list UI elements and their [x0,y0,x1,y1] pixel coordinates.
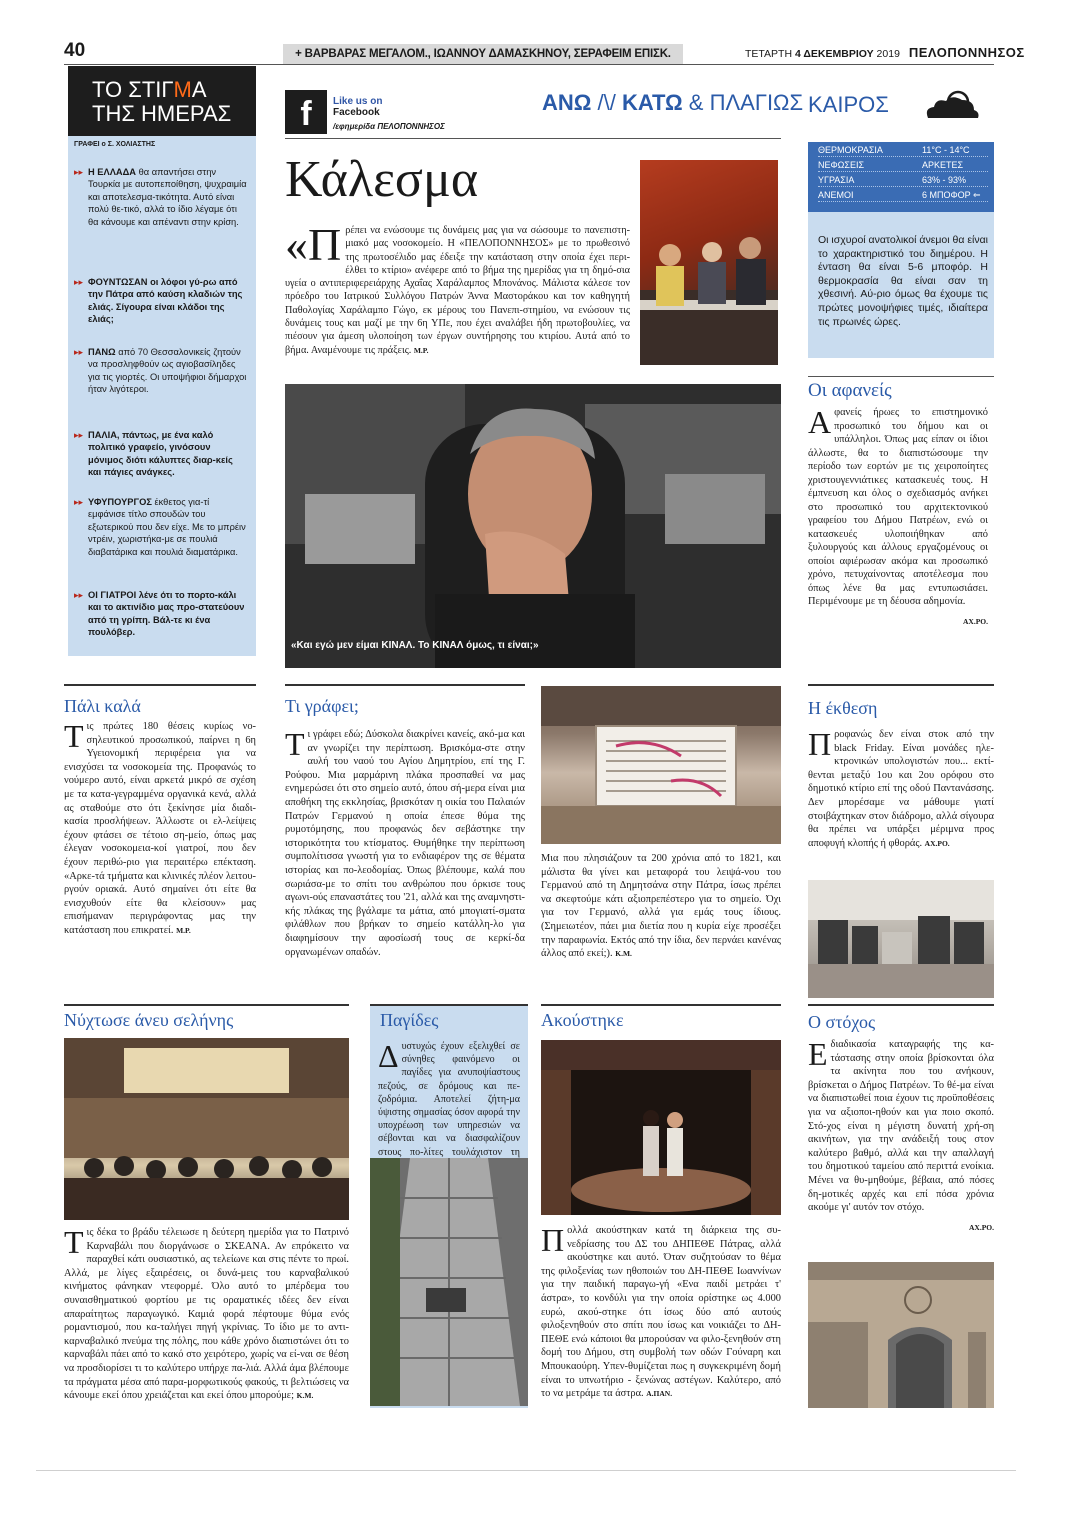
portrait-photo-art [285,384,781,668]
meeting-hall-photo [64,1038,349,1220]
weather-row: ΝΕΦΩΣΕΙΣ ΑΡΚΕΤΕΣ [818,159,988,172]
section-title-ano-kato: ΑΝΩ /\/ ΚΑΤΩ & ΠΛΑΓΙΩΣ [542,90,804,115]
dropcap: Ε [808,1036,828,1072]
hall-photo-art [64,1038,349,1220]
nyxtose-title: Νύχτωσε άνευ σελήνης [64,1010,234,1030]
sidebar-item: ▸▸ ΠΑΛΙΑ, πάντως, με ένα καλό πολιτικό γραφείο, γινόσουν μόνιμος διότι κάλυπτες διαρ-κείς και πάγιες ανάγκες. [74,430,233,478]
sidebar-item: ▸▸ ΟΙ ΓΙΑΤΡΟΙ λένε ότι το πορτο-κάλι και το ακτινίδιο μας προ-στατεύουν από τη γρίπη. Βάλ-τε κι ένα πουλόβερ. [74,590,245,638]
sidebar-byline: ΓΡΑΦΕΙ ο Σ. ΧΟΛΙΑΣΤΗΣ [74,141,156,148]
ekthesi-body: Προφανώς δεν είναι στοκ από την black Friday. Είναι μονάδες ηλε-κτρονικών υπολογιστών που... εκτί-θενται μεταξύ 1ου και 2ου ορόφου στο δημοτικό κτίριο επί της οδού Παντανάσσης. Δεν μπορέσαμε να μάθουμε γιατί στοιβάχτηκαν στον διάδρομο, αλλά σίγουρα θα πρέπει να υπάρξει μέριμνα προς αποφυγή κλοπής ή φθοράς. ΑΧ.ΡΟ. [808,726,994,849]
pali-kala-body: Τις πρώτες 180 θέσεις κυρίως νο-σηλευτικού προσωπικού, παίρνει η 6η Υγειονομική περιφέρεια για να ενισχύσει τα νοσοκομεία της. Προφανώς το νούμερο αυτό, είναι αρκετά μικρό σε σχέση με τα κατα-γεγραμμένα οργανικά κενά, αλλά ας σταθούμε στο ότι ξεκίνησε μία διαδι-κασία προσλήψεων. Άλλωστε οι ελ-λείψεις έχουν φτάσει σε τέτοιο ση-μείο, όπως μας έλεγαν νοσοκομεια-κοί γιατροί, που δεν έχουν περιθώ-ριο για περαιτέρω επέκταση. «Αρκε-τά τμήματα και κλινικές πλέον λειτου-ργούν οριακά. Αυτό σημαίνει ότι είτε θα ενισχυθούν είτε θα κλείσουν» μας επισήμαναν περιγράφοντας μας την κατάσταση που επικρατεί. Μ.Ρ. [64,718,256,936]
stacked-computers-photo [808,880,994,998]
ekthesi-title: Η έκθεση [808,698,878,718]
ti-grafei-title: Τι γράφει; [285,696,359,716]
cloud-icon [920,88,982,122]
facebook-handle: /εφημερίδα ΠΕΛΟΠΟΝΝΗΣΟΣ [333,122,445,131]
arrow-icon: ▸▸ [74,497,84,507]
pagides-title: Παγίδες [380,1010,439,1030]
stigma-title: ΤΟ ΣΤΙΓΜΑ ΤΗΣ ΗΜΕΡΑΣ [92,77,232,126]
arrow-icon: ▸▸ [74,277,84,287]
ti-grafei-body: Τι γράφει εδώ; Δύσκολα διακρίνει κανείς, ακό-μα και αν γνωρίζει την περίπτωση. Βρισκόμα-στε στην αυλή του ναού του Αγίου Δημητρίου, επί της Γ. Ρούφου. Μια μαρμάρινη πλάκα προσπαθεί να μας ενημερώσει ότι στο σημείο αυτό, όπου σή-μερα είναι μια αποθήκη της εκκλησίας, βρισκόταν η οικία του Παλαιών Πατρών Γερμανού η οποία έπεσε θύμα της ρυμοτόμησης, που προφανώς δεν σεβάστηκε την ιστορικότητα του κτίσματος. Θυμήθηκε την περίπτωση συμπολίτισσα γνωστή για το ενδιαφέρον της σε θέματα ιστορίας και πο-λεοδομίας. Όπως βλέπουμε, καλά που σωριάσα-με το σπίτι του ανθρώπου που όρκισε τους αγωνι-ούς επαναστάτες του '21, αλλά και της αναμνηστι-κής πλάκας της βγάλαμε τα μάτια, από μπογιατί-σματα φιλάθλων που βρήκαν το σημείο κατάλλη-λο για διαφημίσουν την αφοσίωσή τους σε κερκί-δα οργανωμένων οπαδών. [285,726,525,958]
theatre-stage-photo [541,1040,781,1215]
header-rule [64,64,994,65]
divider [808,684,994,686]
pali-kala-title: Πάλι καλά [64,696,141,716]
signature: ΑΧ.ΡΟ. [924,838,950,848]
sidebar-item: ▸▸ Η ΕΛΛΑΔΑ θα απαντήσει στην Τουρκία με αυτοπεποίθηση, ψυχραιμία και αποτελεσμα-τικότητα. Αυτό είναι πολύ θε-τικό, αλλά το ίδιο λέγαμε ότι θα κάνουμε και απέναντι στην κρίση. [74,167,247,227]
plaque-caption: Μια που πλησιάζουν τα 200 χρόνια από το 1821, και μάλιστα θα γίνει και μεταφορά του λειψά-νου του Γερμανού από τη Δημητσάνα στην Πάτρα, ίσως πρέπει να σκεφτούμε κάτι αξιοπρεπέστερο για το σημείο. Όχι για τον Γερμανό, αλλά για εμάς τους ίδιους. (Σημειωτέον, πάει μια διετία που η κυρία είχε προσέξει την παραφωνία. Εκτός από την ίδια, δεν περνάει κανένας άλλος από εκεί;). Κ.Μ. [541,853,781,960]
arrow-icon: ▸▸ [74,347,84,357]
divider [285,138,781,139]
neoclassical-building-photo [808,1262,994,1408]
sidebar-item: ▸▸ ΥΦΥΠΟΥΡΓΟΣ έκθετος για-τί εμφάνισε τίτλο σπουδών του εξωτερικού που δεν είχε. Με το μπρέιν ντρέιν, χωριστήκα-με σε πουλιά διαβατάρικα και πουλιά διαματάρικα. [74,497,246,557]
panel-photo-art [640,160,778,365]
stigma-title-box [68,66,256,136]
signature: ΑΧ.ΡΟ. [969,1222,994,1232]
page-number: 40 [64,40,86,61]
computers-photo-art [808,880,994,998]
afaneis-title: Οι αφανείς [808,380,892,401]
signature: Μ.Ρ. [413,345,429,355]
dropcap: Δ [378,1038,399,1074]
signature: Μ.Ρ. [176,925,191,935]
sidebar-item: ▸▸ ΦΟΥΝΤΩΣΑΝ οι λόφοι γύ-ρω από την Πάτρα από καύση κλαδιών της ελιάς. Σίγουρα είναι κλάδοι της ελιάς; [74,277,243,325]
saints-of-day-strip: + ΒΑΡΒΑΡΑΣ ΜΕΓΑΛΟΜ., ΙΩΑΝΝΟΥ ΔΑΜΑΣΚΗΝΟΥ, ΣΕΡΑΦΕΙΜ ΕΠΙΣΚ. [283,44,683,64]
building-photo-art [808,1262,994,1408]
sidewalk-photo-art [370,1158,528,1406]
akoustike-title: Ακούστηκε [541,1010,624,1030]
arrow-icon: ▸▸ [74,167,84,177]
signature: Α.ΠΑΝ. [646,1389,673,1399]
date: 4 ΔΕΚΕΜΒΡΙΟΥ [794,48,874,60]
photo-caption: «Και εγώ μεν είμαι ΚΙΝΑΛ. Το ΚΙΝΑΛ όμως, τι είναι;» [291,640,539,651]
facebook-icon: f [285,90,327,134]
weather-row: ΥΓΡΑΣΙΑ 63% - 93% [818,174,988,187]
weather-row: ΑΝΕΜΟΙ 6 ΜΠΟΦΟΡ ⇐ [818,189,988,202]
afaneis-body: Αφανείς ήρωες το επιστημονικό προσωπικό του δήμου και οι υπάλληλοι. Όπως μας είπαν οι ίδιοι άλλωστε, θα το διαπιστώσουμε την περίοδο των εορτών με τις χειροποίητες χριστουγεννιάτικες κατασκευές τους. Η έμπνευση και όλος ο σχεδιασμός ανήκει στο προσωπικό του αρχιτεκτονικού γραφείου του Δήμου Πατρέων, ενώ οι κατασκευές υλοποιήθηκαν από ξυλουργούς και άλλους εργαζομένους οι οποίοι αφιέρωσαν ακόμα και προσωπικό χρόνο, πετυχαίνοντας αποτέλεσμα που όπως λένε θα μας εντυπωσιάσει. Περιμένουμε με τη δέουσα αδημονία. ΑΧ.ΡΟ. [808,404,988,626]
weekday: ΤΕΤΑΡΤΗ [745,48,793,60]
divider [808,1004,994,1006]
stigma-sidebar [68,136,256,656]
signature: Κ.Μ. [615,949,632,959]
arrow-icon: ▸▸ [74,590,84,600]
kalesma-title: Κάλεσμα [285,151,479,208]
dropcap: Α [808,404,832,440]
kalesma-body: «Πρέπει να ενώσουμε τις δυνάμεις μας για να σώσουμε το πανεπιστη-μιακό μας νοσοκομείο. Η «ΠΕΛΟΠΟΝΝΗΣΟΣ» με το πρωθεσινό της πρωτοσέλιδο μας έδειξε την κατάσταση στην οποία έχει περι-έλθει το κτίριο» ανέφερε από το βήμα της ημερίδας για τη δημό-σια υγεία ο αντιπεριφερειάρχης Αχαΐας Χαράλαμπος Μπονάνος. Μάλιστα κάλεσε τον πρόεδρο του Ιατρικού Συλλόγου Πατρών Άννα Μαστοράκου και τον καθηγητή Παθολογίας Χαράλαμπο Γώγο, εκ μέρους του Πανεπι-στημίου, να ενώσουν τις δυνάμεις τους και μαζί με την 6η ΥΠε, που έχει αναλάβει ήδη πρωτοβουλίες, να πιέσουν για άμεση υλοποίηση των έργων συντήρησης του κτιρίου. Αυτά από το βήμα. Αναμένουμε τις πράξεις. Μ.Ρ. [285,219,630,356]
weather-box [808,142,994,358]
dropcap: «Π [285,219,342,270]
dropcap: Τ [285,726,305,762]
dropcap: Τ [64,1224,84,1260]
weather-text: Οι ισχυροί ανατολικοί άνεμοι θα είναι το χαρακτηριστικό του διημέρου. Η ένταση θα είναι 5-6 μποφόρ. Η θερμοκρασία θα είναι σαν τη χθεσινή. Αύ-ριο όμως θα έχουμε τις πρώτες μονοψήφιες τιμές, ιδιαίτερα τις πρωινές ώρες. [818,234,989,328]
plaque-photo-art [541,686,781,844]
stoxos-body: Εδιαδικασία καταγραφής της κα-τάστασης στην οποία βρίσκονται όλα τα ακίνητα που του ανήκουν, βρίσκεται ο Δήμος Πατρέων. Το θέ-μα είναι να διαπιστωθεί ποια έχουν τις προϋποθέσεις για να αξιοποι-ηθούν και για ποιο σκοπό. Στό-χος είναι η μέγιστη δυνατή χρή-ση ακινήτων, για την ανάδειξή τους στον καλύτερο βαθμό, αλλά και την απαλλαγή του δημοτικού ταμείου από περιττά ενοίκια. Μένει να θυ-μηθούμε, βέβαια, από πόσες δη-μοτικές αρχές και επί πόσα χρόνια ακούμε γι' αυτόν τον στόχο. ΑΧ.ΡΟ. [808,1036,994,1232]
facebook-promo[interactable] [285,90,485,138]
signature: ΑΧ.ΡΟ. [963,616,988,626]
divider [285,684,525,686]
facebook-like-text: Like us on Facebook [333,96,383,118]
divider [64,1004,349,1006]
dropcap: Π [808,726,832,762]
arrow-icon: ▸▸ [74,430,84,440]
sidebar-item: ▸▸ ΠΑΝΩ από 70 Θεσσαλονικείς ζητούν να προσληφθούν ως αγιοβασίληδες για τις γιορτές. Οι υποψήφιοι δήμαρχοι ήταν λιγότεροι. [74,347,247,395]
weather-table [808,142,994,212]
pagides-body: Δυστυχώς έχουν εξελιχθεί σε σύνηθες φαινόμενο οι παγίδες για ανυποψίαστους πεζούς, σε δρόμους και πε-ζοδρόμια. Αποτελεί ζήτη-μα ύψιστης σημασίας όσον αφορά την υποχρέωση των υπηρεσιών να σέβονται και να διασφαλίζουν στους πο-λίτες τουλάχιστον τη [378,1040,520,1238]
signature: Κ.Μ. [296,1391,314,1401]
year: 2019 [876,48,900,60]
stoxos-title: Ο στόχος [808,1012,876,1032]
conference-panel-photo [640,160,778,365]
weather-title: ΚΑΙΡΟΣ [808,92,889,117]
broken-sidewalk-photo [370,1158,528,1406]
divider [541,1004,781,1006]
theatre-photo-art [541,1040,781,1215]
divider [808,376,994,377]
portrait-photo [285,384,781,668]
date-line [745,45,1025,60]
akoustike-body: Πολλά ακούστηκαν κατά τη διάρκεια της συ-νεδρίασης του ΔΣ του ΔΗΠΕΘΕ Πάτρας, αλλά ακούστηκε και αυτό. Όταν συζητούσαν το θέμα της φιλοξενίας των ηθοποιών του ΔΗ-ΠΕΘΕ Ιωαννίνων για την παιδική παραγω-γή «Ενα παιδί μετράει τ' άστρα», το κονδύλι για την οποία ορίστηκε ως 4.000 ευρώ, ακού-στηκε ότι ίσως δύο από αυτούς φιλοξενηθούν στο σπίτι που ίσως και νοικιάζει το ΔΗ-ΠΕΘΕ ενώ κάποιοι θα μπορούσαν να φιλο-ξενηθούν στη δομή του Δήμου, στη συμβολή των οδών Γούναρη και Μπουκαούρη. Υπεν-θυμίζεται πως η συγκεκριμένη δομή είναι το υπνωτήριο - ξενώνας αστέγων. Καλύτερο, από το να μετράμε τα άστρα. Α.ΠΑΝ. [541,1222,781,1400]
bottom-rule [36,1470,1016,1471]
divider [64,684,256,686]
nyxtose-body: Τις δέκα το βράδυ τέλειωσε η δεύτερη ημερίδα για το Πατρινό Καρναβάλι που διοργάνωσε ο ΣΚΕΑΝΑ. Αν επρόκειτο να παραχθεί κάτι ουσιαστικό, ας τελείωνε και στις πέντε το πρωί. Αλλά, με λίγες εξαιρέσεις, οι δυνά-μεις του καρναβαλικού κινήματος φάνηκαν ντεφορμέ. Όλο αυτό το μπέρδεμα του συναισθηματικού φορτίου με τις οραματικές ιδέες δεν είναι απαραίτητως παραγωγικό. Καμιά φορά πέφτουμε θύμα ενός ρομαντισμού, που κα-ταλήγει πηγή γκρίνιας. Το ίδιο με το αντι-καρναβαλικό πνεύμα της πόλης, που κάθε χρόνο διαπιστώνει ότι το καρναβάλι πάει από το κακό στο χειρότερο, χωρίς να εί-ναι σε θέση να προσδιορίσει τι το καλύτερο υπήρχε πα-λιά. Αλλά άμα βλέπουμε τα πράγματα μέσα από παρα-μορφωτικούς φακούς, τι βελτιώσεις να κάνουμε εκεί όπου χρειάζεται και εκεί όπου μπορούμε; Κ.Μ. [64,1224,349,1402]
dropcap: Τ [64,718,84,754]
divider [370,1004,528,1006]
masthead-name: ΠΕΛΟΠΟΝΝΗΣΟΣ [908,45,1025,60]
marble-plaque-photo [541,686,781,844]
weather-row: ΘΕΡΜΟΚΡΑΣΙΑ 11°C - 14°C [818,144,988,157]
dropcap: Π [541,1222,565,1258]
